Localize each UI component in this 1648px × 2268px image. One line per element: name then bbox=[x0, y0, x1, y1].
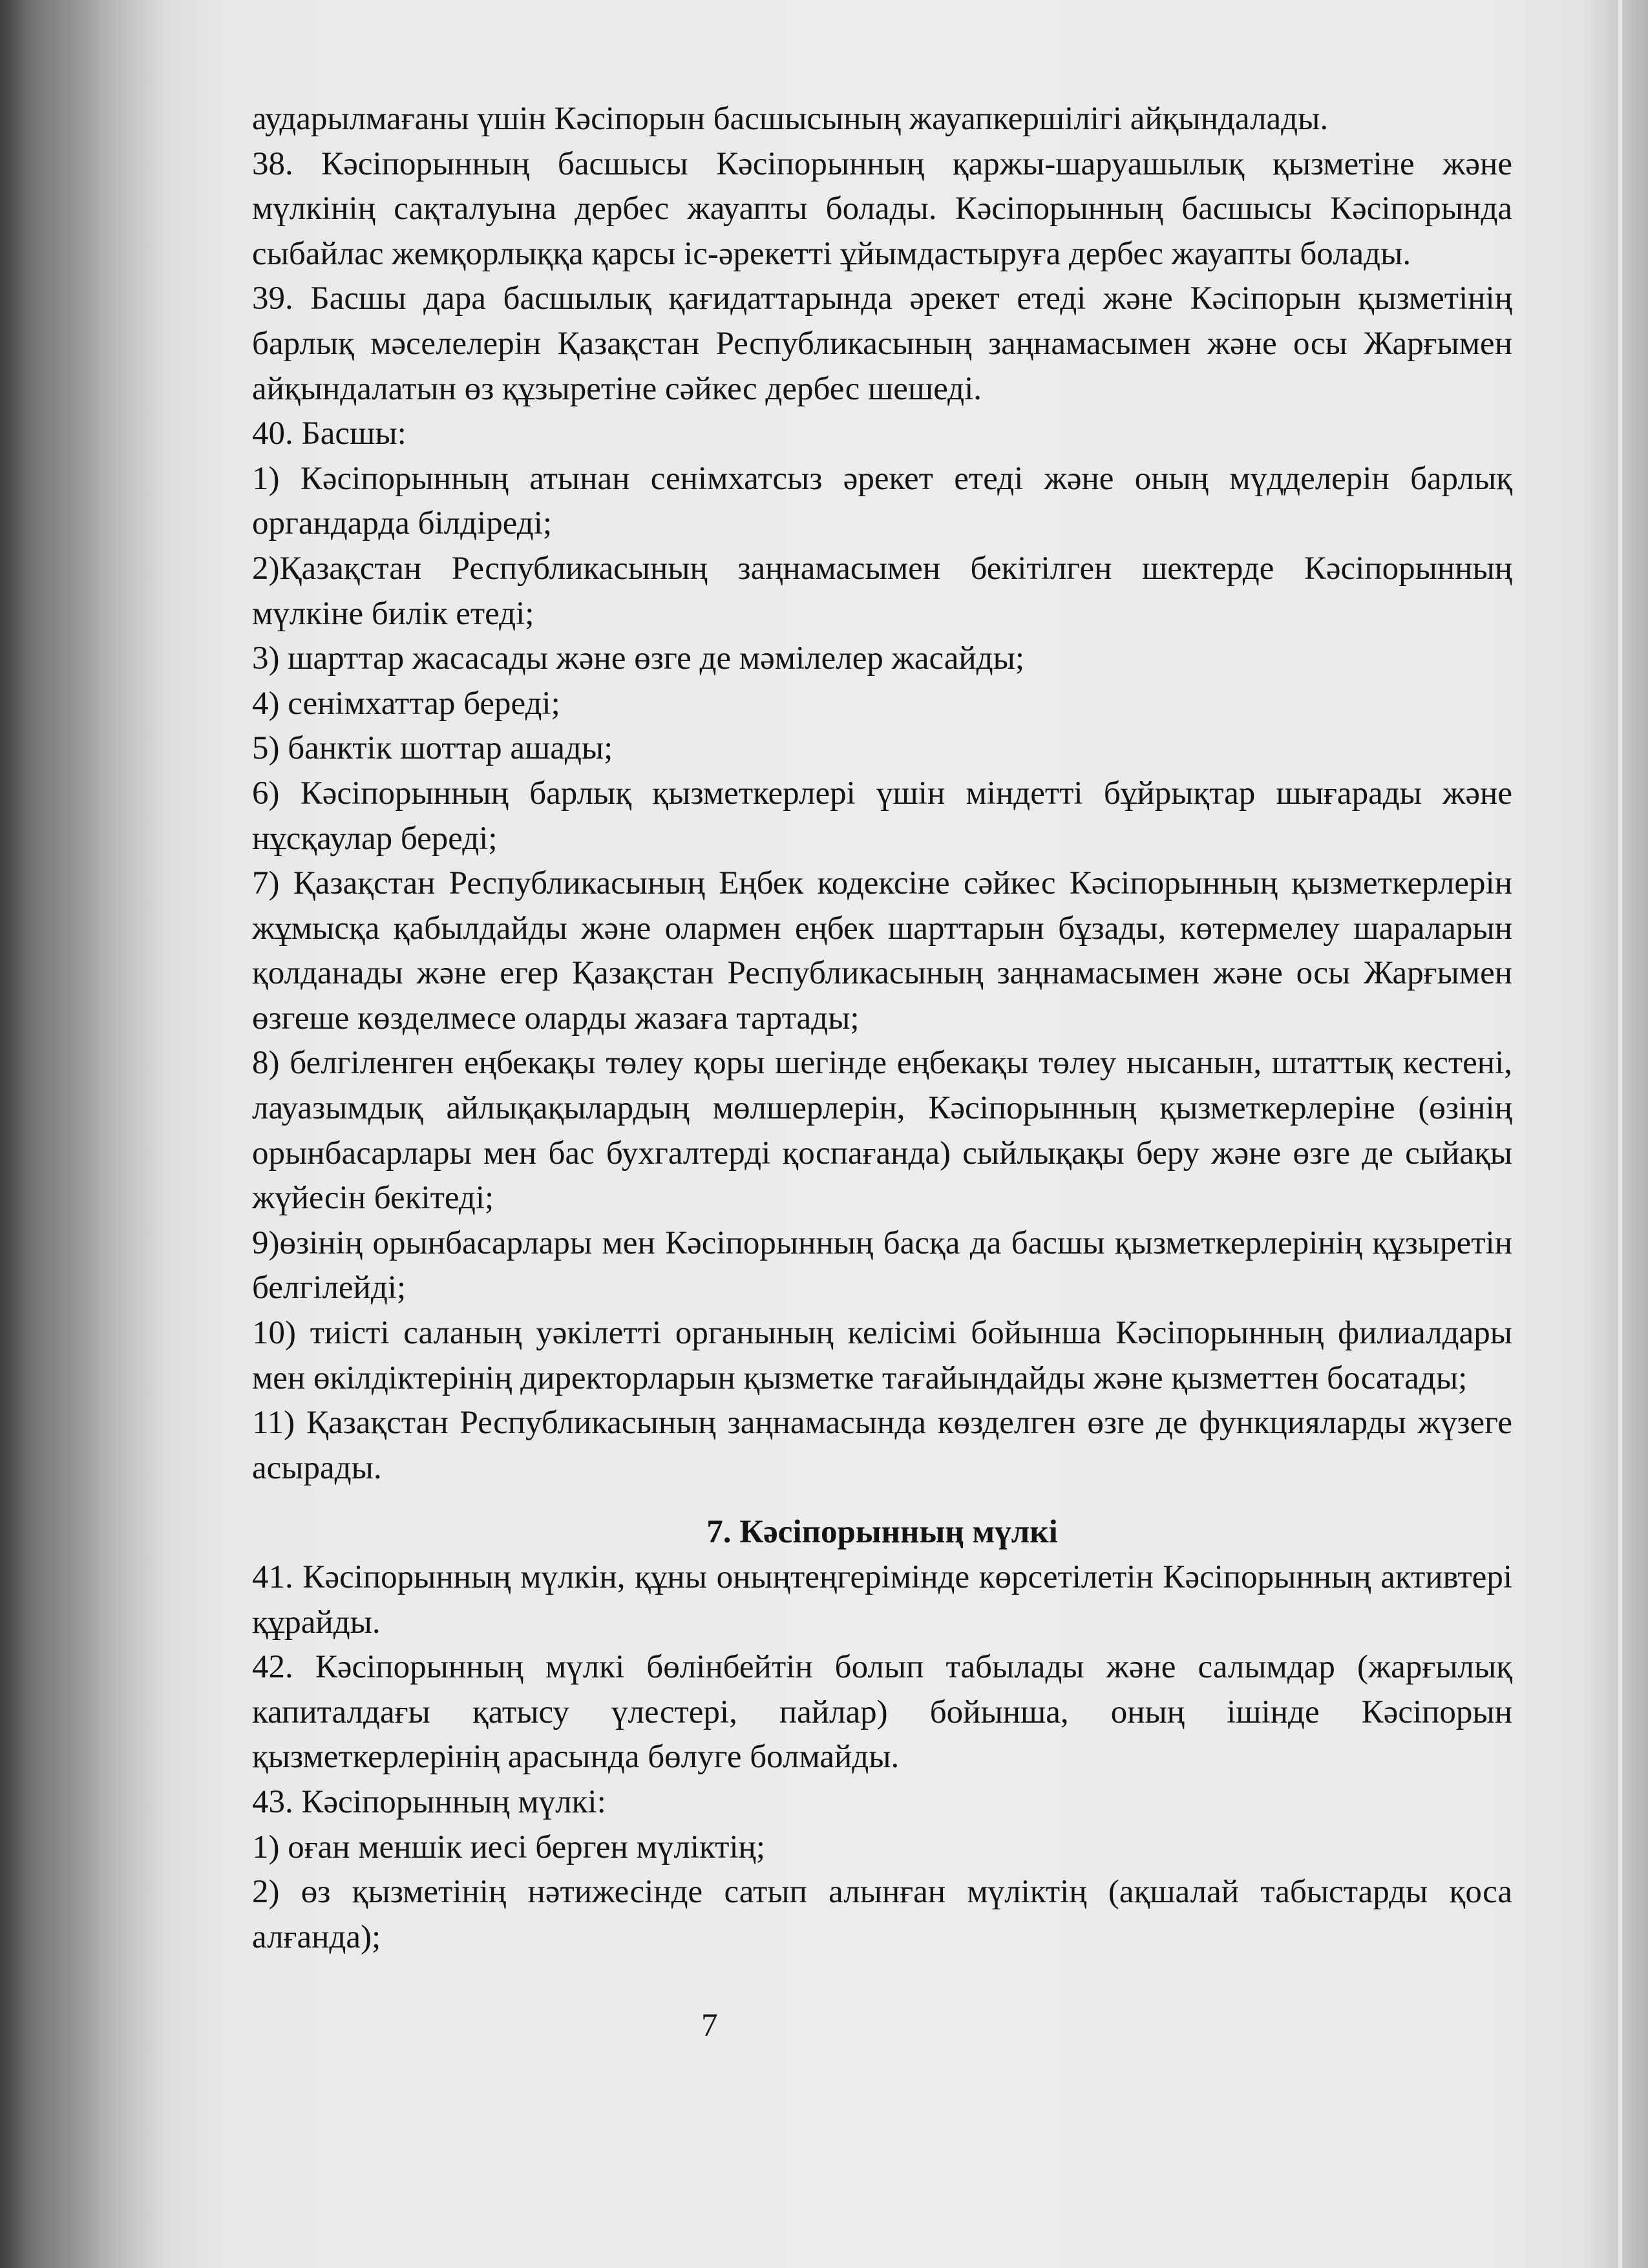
list-item: 7) Қазақстан Республикасының Еңбек кодексіне сәйкес Кәсіпорынның қызметкерлерін жұмысқа қабылдайды және олармен еңбек шарттарын бұзады, көтермелеу шараларын қолданады және егер Қазақстан Республикасының заңнамасымен және осы Жарғымен өзгеше көзделмесе оларды жазаға тартады; bbox=[252, 865, 1512, 1036]
page-edge bbox=[1618, 0, 1622, 2268]
list-item: 11) Қазақстан Республикасының заңнамасында көзделген өзге де функцияларды жүзеге асырады. bbox=[252, 1405, 1512, 1486]
list-item: 4) сенімхаттар береді; bbox=[252, 685, 560, 722]
section-heading: 7. Кәсіпорынның мүлкі bbox=[706, 1514, 1058, 1551]
list-item: 1) оған меншік иесі берген мүліктің; bbox=[252, 1829, 766, 1865]
list-item: 2) өз қызметінің нәтижесінде сатып алынған мүліктің (ақшалай табыстарды қоса алғанда); bbox=[252, 1874, 1512, 1955]
list-item: 3) шарттар жасасады және өзге де мәмілелер жасайды; bbox=[252, 640, 1025, 677]
paragraph-41: 41. Кәсіпорынның мүлкін, құны оныңтеңгерімінде көрсетілетін Кәсіпорынның активтері құрайды. bbox=[252, 1559, 1512, 1641]
list-item: 2)Қазақстан Республикасының заңнамасымен бекітілген шектерде Кәсіпорынның мүлкіне билік етеді; bbox=[252, 550, 1512, 632]
paragraph: аударылмағаны үшін Кәсіпорын басшысының жауапкершілігі айқындалады. bbox=[252, 101, 1329, 137]
paragraph-40: 40. Басшы: bbox=[252, 415, 407, 452]
paragraph-43: 43. Кәсіпорынның мүлкі: bbox=[252, 1783, 606, 1820]
list-item: 10) тиісті саланың уәкілетті органының келісімі бойынша Кәсіпорынның филиалдары мен өкілдіктерінің директорларын қызметке тағайындайды және қызметтен босатады; bbox=[252, 1315, 1512, 1396]
paragraph-42: 42. Кәсіпорынның мүлкі бөлінбейтін болып табылады және салымдар (жарғылық капиталдағы қатысу үлестері, пайлар) бойынша, оның ішінде Кәсіпорын қызметкерлерінің арасында бөлуге болмайды. bbox=[252, 1649, 1512, 1776]
page-number: 7 bbox=[701, 2008, 718, 2044]
paragraph-38: 38. Кәсіпорынның басшысы Кәсіпорынның қаржы-шаруашылық қызметіне және мүлкінің сақталуына дербес жауапты болады. Кәсіпорынның басшысы Кәсіпорында сыбайлас жемқорлыққа қарсы іс-әрекетті ұйымдастыруға дербес жауапты болады. bbox=[252, 145, 1512, 272]
list-item: 8) белгіленген еңбекақы төлеу қоры шегінде еңбекақы төлеу нысанын, штаттық кестені, лауазымдық айлықақылардың мөлшерлерін, Кәсіпорынның қызметкерлеріне (өзінің орынбасарлары мен бас бухгалтерді қоспағанда) сыйлықақы беру және өзге де сыйақы жүйесін бекітеді; bbox=[252, 1045, 1512, 1217]
list-item: 1) Кәсіпорынның атынан сенімхатсыз әрекет етеді және оның мүдделерін барлық органдарда білдіреді; bbox=[252, 460, 1512, 542]
document-body bbox=[252, 97, 1512, 1960]
list-item: 6) Кәсіпорынның барлық қызметкерлері үшін міндетті бұйрықтар шығарады және нұсқаулар береді; bbox=[252, 775, 1512, 857]
paragraph-39: 39. Басшы дара басшылық қағидаттарында әрекет етеді және Кәсіпорын қызметінің барлық мәселелерін Қазақстан Республикасының заңнамасымен және осы Жарғымен айқындалатын өз құзыретіне сәйкес дербес шешеді. bbox=[252, 280, 1512, 407]
list-item: 9)өзінің орынбасарлары мен Кәсіпорынның басқа да басшы қызметкерлерінің құзыретін белгілейді; bbox=[252, 1224, 1512, 1307]
binding-shadow bbox=[0, 0, 168, 2268]
list-item: 5) банктік шоттар ашады; bbox=[252, 730, 613, 767]
